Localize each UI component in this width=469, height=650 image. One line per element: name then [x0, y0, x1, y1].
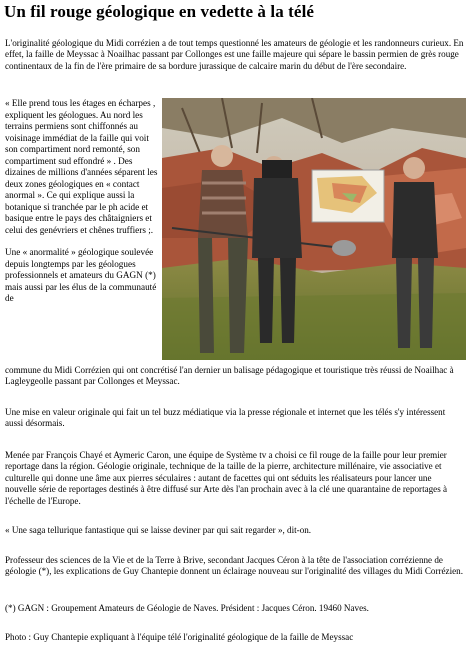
footnote: (*) GAGN : Groupement Amateurs de Géologie de Naves. Président : Jacques Céron. 19460 Naves.: [5, 603, 369, 613]
saga-paragraph: « Une saga tellurique fantastique qui se laisse deviner par qui sait regarder », dit-on.: [5, 525, 312, 535]
anomaly-paragraph-start: Une « anormalité » géologique soulevée depuis longtemps par les géologues professionnels et amateurs du GAGN (*) mais aussi par les élus de la communauté de: [5, 247, 157, 303]
article-photo: [162, 98, 466, 360]
geological-map-board: [312, 170, 384, 222]
buzz-paragraph: Une mise en valeur originale qui fait un tel buzz médiatique via la presse régionale et internet que les télés s'y intéressent aussi désormais.: [5, 407, 446, 429]
article-title: Un fil rouge géologique en vedette à la télé: [4, 2, 315, 21]
tv-crew-photo: [162, 98, 466, 360]
quote-paragraph: « Elle prend tous les étages en écharpes , expliquent les géologues. Au nord les terrains permiens sont chiffonnés au voisinage immédiat de la faille qui voit son compartiment nord remonté, son compartiment sud effondré » . Des dizaines de millions d'années séparent les deux zones géologiques en « contact anormal ». Ce qui explique aussi la botanique si tranchée par le ph acide et basique entre le pays des châtaigniers et celui des genévriers et chênes truffiers ;.: [5, 98, 158, 235]
team-paragraph: Menée par François Chayé et Aymeric Caron, une équipe de Système tv a choisi ce fil rouge de la faille pour leur premier reportage dans la région. Géologie originale, technique de la taille de la pierre, architecture millénaire, vie associative et culturelle qui donne une âme aux pierres séculaires : autant de facettes qui ont séduits les réalisateurs pour lancer une nouvelle série de reportages destinés à être diffusé sur Arte dès l'an prochain avec à la clé une quarantaine de reportages à l'échelle de l'Europe.: [5, 450, 448, 506]
microphone-windscreen: [332, 240, 356, 256]
left-column: [5, 98, 161, 305]
professor-paragraph: Professeur des sciences de la Vie et de la Terre à Brive, secondant Jacques Céron à la tête de l'association corrézienne de géologie (*), les explications de Guy Chantepie donnent un éclairage nouveau sur l'originalité des villages du Midi Corrézien.: [5, 555, 463, 577]
anomaly-paragraph-end: commune du Midi Corrézien qui ont concrétisé l'an dernier un balisage pédagogique et touristique très réussi de Noailhac à Lagleygeolle passant par Collonges et Meyssac.: [5, 365, 454, 387]
photo-caption: Photo : Guy Chantepie expliquant à l'équipe télé l'originalité géologique de la faille de Meyssac: [5, 632, 354, 642]
intro-paragraph: L'originalité géologique du Midi corrézien a de tout temps questionné les amateurs de géologie et les randonneurs curieux. En effet, la faille de Meyssac à Noailhac passant par Collonges est une faille majeure qui sépare le bassin permien de grès rouge continentaux de la fin de l'ère primaire de sa bordure jurassique de calcaire marin du début de l'ère secondaire.: [5, 38, 464, 71]
